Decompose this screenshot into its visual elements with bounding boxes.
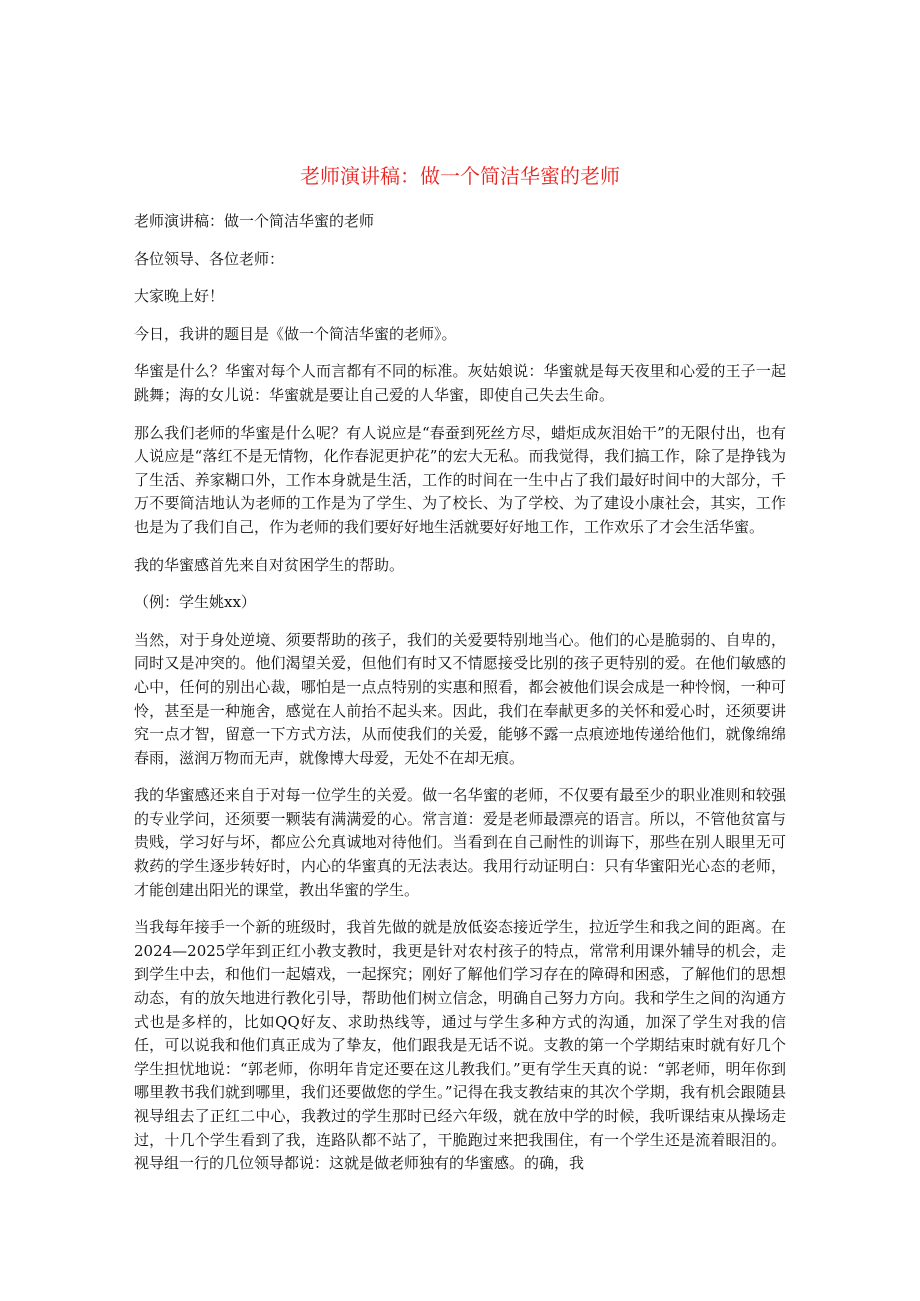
paragraph: 当然，对于身处逆境、须要帮助的孩子，我们的关爱要特别地当心。他们的心是脆弱的、自卑的，同时又是冲突的。他们渴望关爱，但他们有时又不情愿接受比别的孩子更特别的爱。在他们敏感的心中，任何的别出心裁，哪怕是一点点特别的实惠和照看，都会被他们误会成是一种怜悯，一种可怜，甚至是一种施舍，感觉在人前抬不起头来。因此，我们在奉献更多的关怀和爱心时，还须要讲究一点才智，留意一下方式方法，从而使我们的关爱，能够不露一点痕迹地传递给他们，就像绵绵春雨，滋润万物而无声，就像博大母爱，无处不在却无痕。 [134,630,786,767]
paragraph-salutation: 各位领导、各位老师： [134,249,285,268]
paragraph: 当我每年接手一个新的班级时，我首先做的就是放低姿态接近学生，拉近学生和我之间的距离。在2024—2025学年到正红小教支教时，我更是针对农村孩子的特点，常常利用课外辅导的机会，走到学生中去，和他们一起嬉戏，一起探究；刚好了解他们学习存在的障碍和困惑，了解他们的思想动态，有的放矢地进行教化引导，帮助他们树立信念，明确自己努力方向。我和学生之间的沟通方式也是多样的，比如QQ好友、求助热线等，通过与学生多种方式的沟通，加深了学生对我的信任，可以说我和他们真正成为了挚友，他们跟我是无话不说。支教的第一个学期结束时就有好几个学生担忧地说：“郭老师，你明年肯定还要在这儿教我们。”更有学生天真的说：“郭老师，明年你到哪里教书我们就到哪里，我们还要做您的学生。”记得在我支教结束的其次个学期，我有机会跟随县视导组去了正红二中心，我教过的学生那时已经六年级，就在放中学的时候，我听课结束从操场走过，十几个学生看到了我，连路队都不站了，干脆跑过来把我围住，有一个学生还是流着眼泪的。视导组一行的几位领导都说：这就是做老师独有的华蜜感。的确，我 [134,918,786,1173]
paragraph: 那么我们老师的华蜜是什么呢？有人说应是“春蚕到死丝方尽，蜡炬成灰泪始干”的无限付出，也有人说应是“落红不是无情物，化作春泥更护花”的宏大无私。而我觉得，我们搞工作，除了是挣钱为了生活、养家糊口外，工作本身就是生活，工作的时间在一生中占了我们最好时间中的大部分，千万不要简洁地认为老师的工作是为了学生、为了校长、为了学校、为了建设小康社会，其实，工作也是为了我们自己，作为老师的我们要好好地生活就要好好地工作，工作欢乐了才会生活华蜜。 [134,423,786,536]
paragraph: 我的华蜜感首先来自对贫困学生的帮助。 [134,555,405,574]
paragraph-topic: 今日，我讲的题目是《做一个简洁华蜜的老师》。 [134,324,457,343]
paragraph-greeting: 大家晚上好！ [134,287,225,306]
document-title: 老师演讲稿：做一个简洁华蜜的老师 [300,164,620,188]
document-body [134,210,786,1190]
paragraph-example: （例：学生姚xx） [134,593,256,612]
paragraph: 我的华蜜感还来自于对每一位学生的关爱。做一名华蜜的老师，不仅要有最至少的职业准则和较强的专业学问，还须要一颗装有满满爱的心。常言道：爱是老师最漂亮的语言。所以，不管他贫富与贵贱，学习好与坏，都应公允真诚地对待他们。当看到在自己耐性的训诲下，那些在别人眼里无可救药的学生逐步转好时，内心的华蜜真的无法表达。我用行动证明白：只有华蜜阳光心态的老师，才能创建出阳光的课堂，教出华蜜的学生。 [134,786,786,899]
paragraph: 华蜜是什么？华蜜对每个人而言都有不同的标准。灰姑娘说：华蜜就是每天夜里和心爱的王子一起跳舞；海的女儿说：华蜜就是要让自己爱的人华蜜，即使自己失去生命。 [134,362,786,404]
paragraph-subtitle: 老师演讲稿：做一个简洁华蜜的老师 [134,212,375,230]
